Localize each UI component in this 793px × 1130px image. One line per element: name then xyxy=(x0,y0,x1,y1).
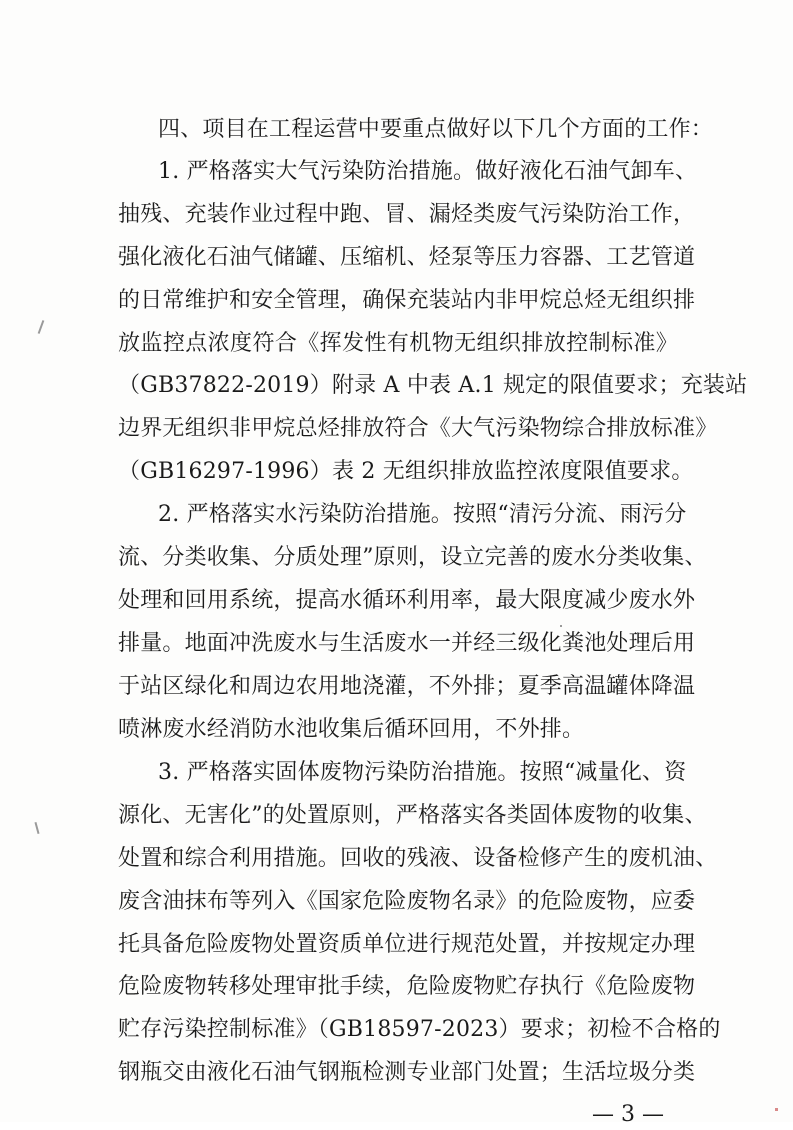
paragraph-2-line-4: 排量。地面冲洗废水与生活废水一并经三级化粪池处理后用 xyxy=(118,631,696,656)
scan-speck xyxy=(560,625,562,627)
paragraph-3-line-2: 源化、无害化”的处置原则，严格落实各类固体废物的收集、 xyxy=(118,803,707,828)
paragraph-1-line-7: 边界无组织非甲烷总烃排放符合《大气污染物综合排放标准》 xyxy=(118,416,718,441)
paragraph-3-line-4: 废含油抹布等列入《国家危险废物名录》的危险废物，应委 xyxy=(118,889,696,914)
paragraph-2-line-1: 2. 严格落实水污染防治措施。按照“清污分流、雨污分 xyxy=(158,502,687,527)
paragraph-2-line-3: 处理和回用系统，提高水循环利用率，最大限度减少废水外 xyxy=(118,588,696,613)
paragraph-2-line-2: 流、分类收集、分质处理”原则，设立完善的废水分类收集、 xyxy=(118,545,707,570)
paragraph-1-line-4: 的日常维护和安全管理，确保充装站内非甲烷总烃无组织排 xyxy=(118,288,696,313)
paragraph-1-line-8: （GB16297-1996）表 2 无组织排放监控浓度限值要求。 xyxy=(118,459,694,484)
paragraph-3-line-1: 3. 严格落实固体废物污染防治措施。按照“减量化、资 xyxy=(158,760,687,785)
paragraph-2-line-5: 于站区绿化和周边农用地浇灌，不外排；夏季高温罐体降温 xyxy=(118,674,696,699)
heading-section-four: 四、项目在工程运营中要重点做好以下几个方面的工作： xyxy=(158,117,714,142)
paragraph-3-line-7: 贮存污染控制标准》（GB18597-2023）要求；初检不合格的 xyxy=(118,1017,721,1042)
scan-speck xyxy=(775,1108,778,1111)
paragraph-3-line-5: 托具备危险废物处置资质单位进行规范处置，并按规定办理 xyxy=(118,932,696,957)
paragraph-2-line-6: 喷淋废水经消防水池收集后循环回用，不外排。 xyxy=(118,717,585,742)
paragraph-3-line-3: 处置和综合利用措施。回收的残液、设备检修产生的废机油、 xyxy=(118,846,718,871)
paragraph-1-line-3: 强化液化石油气储罐、压缩机、烃泵等压力容器、工艺管道 xyxy=(118,245,696,270)
paragraph-3-line-6: 危险废物转移处理审批手续，危险废物贮存执行《危险废物 xyxy=(118,974,696,999)
paragraph-3-line-8: 钢瓶交由液化石油气钢瓶检测专业部门处置；生活垃圾分类 xyxy=(118,1060,696,1085)
paragraph-1-line-6: （GB37822-2019）附录 A 中表 A.1 规定的限值要求；充装站 xyxy=(118,373,748,398)
paragraph-1-line-1: 1. 严格落实大气污染防治措施。做好液化石油气卸车、 xyxy=(158,159,698,184)
page-number: — 3 — xyxy=(592,1102,664,1127)
scan-speck xyxy=(38,320,45,334)
paragraph-1-line-5: 放监控点浓度符合《挥发性有机物无组织排放控制标准》 xyxy=(118,331,678,356)
scan-speck xyxy=(34,822,39,834)
paragraph-1-line-2: 抽残、充装作业过程中跑、冒、漏烃类废气污染防治工作， xyxy=(118,202,696,227)
